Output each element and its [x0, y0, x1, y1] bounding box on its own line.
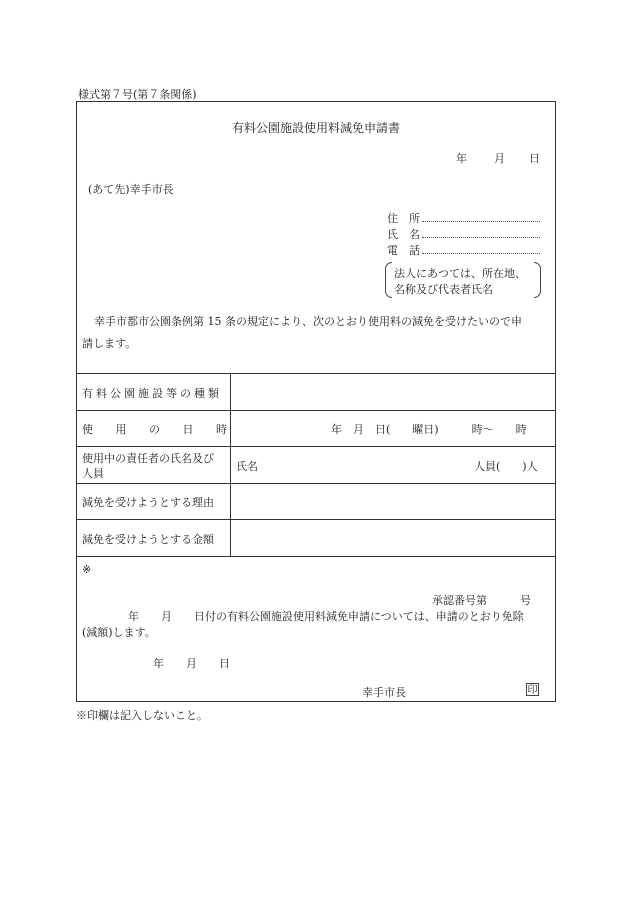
reduction-amount-cell[interactable]: [232, 521, 554, 555]
usage-label-char-1: 使: [82, 423, 93, 436]
date-day: 日: [529, 152, 540, 165]
row-divider-5: [76, 556, 556, 557]
corporate-note: [385, 262, 541, 298]
left-bracket: [385, 262, 392, 298]
corporate-note-line2: 名称及び代表者氏名: [394, 283, 493, 296]
form-title: 有料公園施設使用料減免申請書: [232, 121, 401, 135]
addressee: (あて先)幸手市長: [88, 183, 174, 196]
reduction-reason-label: 減免を受けようとする理由: [82, 496, 214, 509]
approval-text-line1: 年 月 日付の有料公園施設使用料減免申請については、申請のとおり免除: [128, 610, 524, 623]
body-text-line2: 請します。: [82, 337, 137, 350]
date-year: 年: [456, 152, 467, 165]
approval-text-line2: (減額)します。: [82, 626, 156, 639]
reduction-reason-cell[interactable]: [232, 485, 554, 518]
people-count-field[interactable]: 人員( )人: [474, 460, 538, 473]
mayor-name: 幸手市長: [362, 686, 406, 699]
right-bracket: [534, 262, 541, 298]
body-text-line1: 幸手市都市公園条例第 15 条の規定により、次のとおり使用料の減免を受けたいので申: [94, 315, 522, 328]
office-use-mark: ※: [82, 563, 92, 576]
corporate-note-line1: 法人にあつては、所在地、: [394, 267, 526, 280]
approval-number: 承認番号第 号: [432, 594, 531, 607]
name-blank[interactable]: [422, 227, 540, 238]
phone-blank[interactable]: [422, 243, 540, 254]
approval-date: 年 月 日: [153, 657, 230, 670]
name-field[interactable]: [387, 226, 540, 242]
usage-label-char-2: 用: [115, 423, 127, 436]
footnote: ※印欄は記入しないこと。: [76, 709, 208, 722]
row-divider-1: [76, 410, 556, 411]
date-month: 月: [494, 152, 505, 165]
phone-label: 電 話: [387, 244, 420, 257]
usage-label-char-5: 時: [216, 423, 227, 436]
usage-datetime-label: [82, 421, 227, 437]
address-blank[interactable]: [422, 211, 540, 222]
name-label: 氏 名: [387, 228, 420, 241]
responsible-name-field[interactable]: 氏名: [236, 460, 258, 473]
facility-type-label: 有料公園施設等の種類: [82, 387, 222, 400]
usage-datetime-value[interactable]: 年 月 日( 曜日) 時～ 時: [331, 423, 527, 436]
form-number: 様式第７号(第７条関係): [78, 88, 197, 101]
usage-label-char-3: の: [149, 423, 160, 436]
responsible-person-label-line2: 人員: [82, 467, 104, 480]
table-top-line: [76, 373, 556, 374]
row-divider-4: [76, 519, 556, 520]
facility-type-cell[interactable]: [232, 375, 554, 409]
phone-field[interactable]: [387, 242, 540, 258]
responsible-person-label-line1: 使用中の責任者の氏名及び: [82, 452, 214, 465]
usage-label-char-4: 日: [182, 423, 194, 436]
reduction-amount-label: 減免を受けようとする金額: [82, 533, 214, 546]
seal-stamp-box: 印: [527, 685, 538, 696]
address-label: 住 所: [387, 212, 420, 225]
column-divider: [230, 373, 231, 556]
address-field[interactable]: [387, 210, 540, 226]
row-divider-2: [76, 446, 556, 447]
row-divider-3: [76, 483, 556, 484]
